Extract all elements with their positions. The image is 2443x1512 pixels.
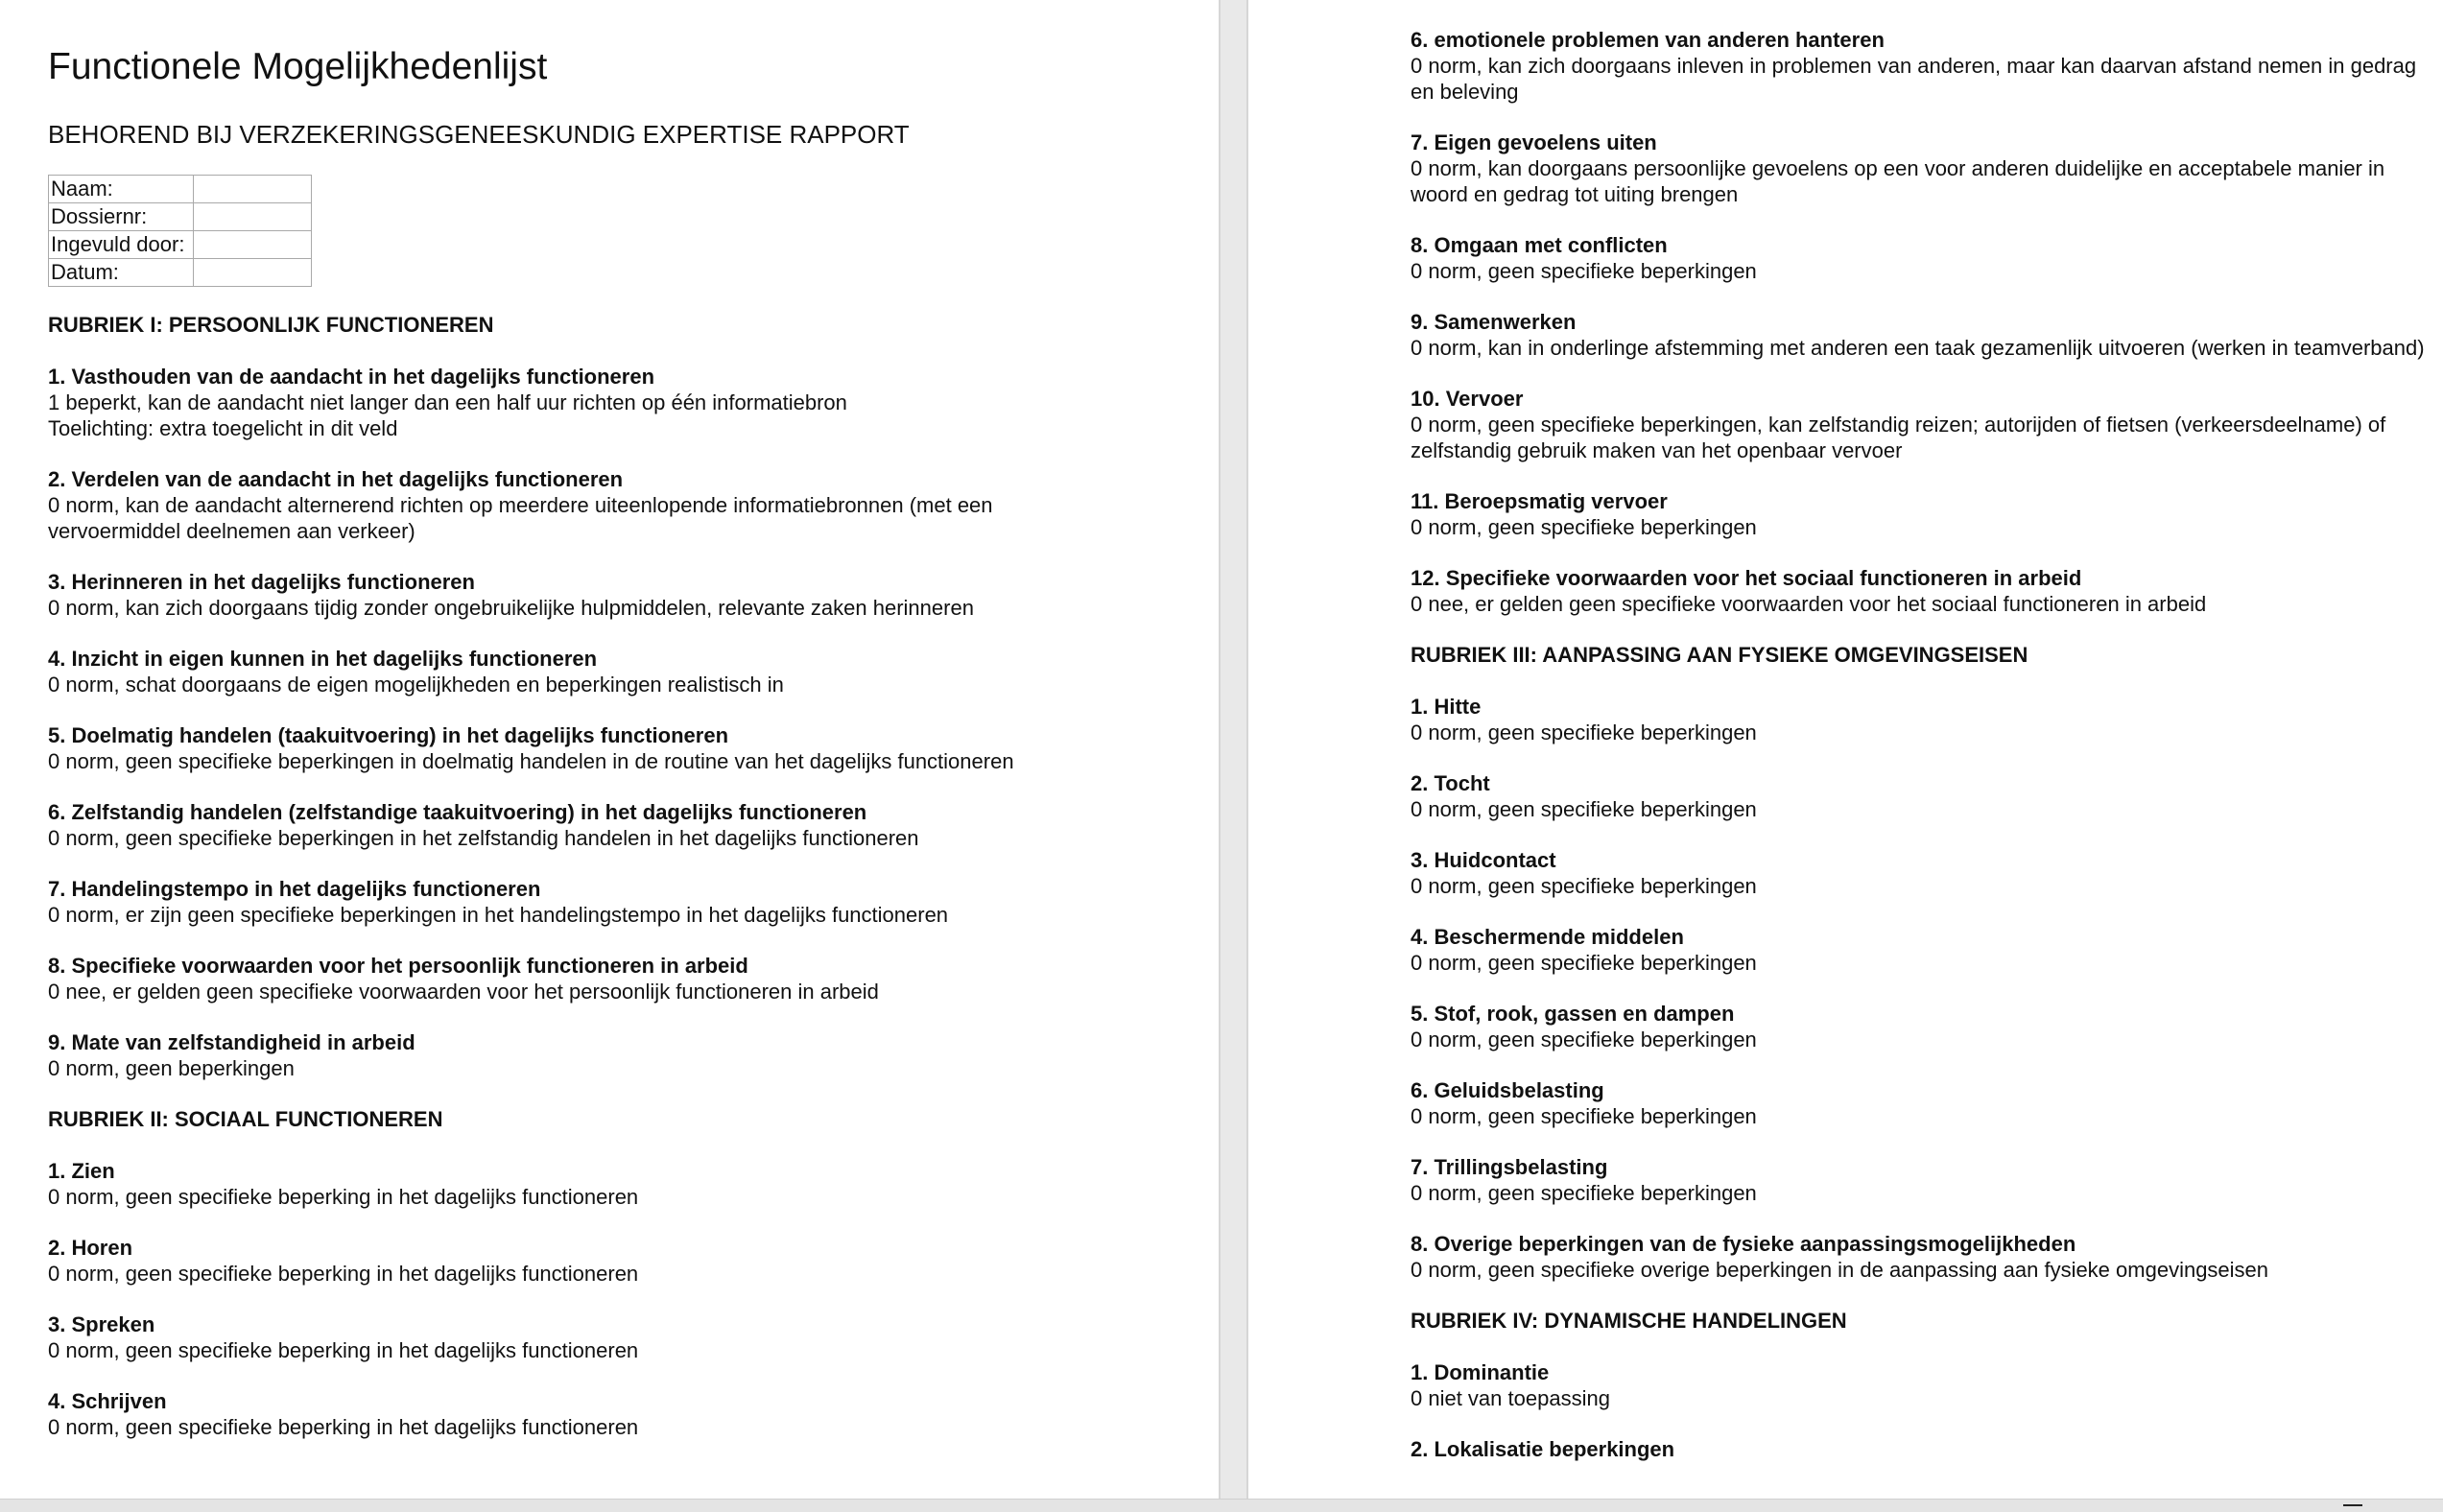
item-title: 2. Horen [48,1236,133,1260]
item-title: 6. emotionele problemen van anderen hanteren [1411,28,1885,52]
assessment-item [1411,488,2428,540]
item-title: 1. Zien [48,1159,115,1183]
item-title: 6. Zelfstandig handelen (zelfstandige taakuitvoering) in het dagelijks functioneren [48,800,867,824]
item-score-text: 0 norm, geen specifieke beperkingen, kan zelfstandig reizen; autorijden of fietsen (verkeersdeelname) of zelfstandig gebruik maken van het openbaar vervoer [1411,413,2386,462]
item-score-text: 0 norm, er zijn geen specifieke beperkingen in het handelingstempo in het dagelijks functioneren [48,903,949,927]
item-score-text: 0 norm, geen specifieke beperkingen [1411,515,1757,539]
item-title: 8. Omgaan met conflicten [1411,233,1668,257]
item-score-text: 0 norm, geen beperkingen [48,1056,295,1080]
item-score-text: 0 norm, kan de aandacht alternerend richten op meerdere uiteenlopende informatiebronnen (met een vervoermiddel deelnemen aan verkeer) [48,493,993,543]
assessment-item [48,646,1113,697]
meta-row-naam [49,176,312,203]
rubric-heading: RUBRIEK III: AANPASSING AAN FYSIEKE OMGEVINGSEISEN [1411,643,2028,667]
meta-label: Naam: [49,176,194,203]
assessment-item [48,799,1113,851]
document-page-right [1248,0,2443,1499]
page-separator [1219,0,1221,1511]
assessment-item [1411,770,2428,822]
item-score-text: 0 nee, er gelden geen specifieke voorwaarden voor het sociaal functioneren in arbeid [1411,592,2207,616]
meta-table [48,175,312,287]
item-title: 9. Mate van zelfstandigheid in arbeid [48,1030,415,1054]
item-title: 7. Eigen gevoelens uiten [1411,130,1657,154]
item-score-text: 0 norm, kan zich doorgaans tijdig zonder ongebruikelijke hulpmiddelen, relevante zaken herinneren [48,596,974,620]
item-note: Toelichting: extra toegelicht in dit veld [48,416,398,440]
item-title: 3. Herinneren in het dagelijks functioneren [48,570,475,594]
item-title: 6. Geluidsbelasting [1411,1078,1604,1102]
assessment-item [1411,1359,2428,1411]
item-title: 5. Doelmatig handelen (taakuitvoering) in het dagelijks functioneren [48,723,729,747]
assessment-item [1411,694,2428,745]
item-title: 3. Huidcontact [1411,848,1556,872]
meta-row-ingevuld-door [49,231,312,259]
item-score-text: 0 norm, geen specifieke beperkingen [1411,721,1757,744]
meta-label: Ingevuld door: [49,231,194,259]
meta-value-field[interactable] [194,231,312,259]
item-title: 7. Trillingsbelasting [1411,1155,1608,1179]
item-score-text: 0 norm, geen specifieke beperkingen in doelmatig handelen in de routine van het dagelijks functioneren [48,749,1014,773]
item-title: 4. Schrijven [48,1389,167,1413]
item-score-text: 0 norm, geen specifieke beperkingen [1411,951,1757,975]
assessment-item [1411,847,2428,899]
rubric-heading: RUBRIEK II: SOCIAAL FUNCTIONEREN [48,1107,443,1131]
item-score-text: 1 beperkt, kan de aandacht niet langer dan een half uur richten op één informatiebron [48,390,847,414]
assessment-item [48,364,1113,441]
item-title: 1. Dominantie [1411,1360,1550,1384]
assessment-item [48,1311,1113,1363]
assessment-item [48,1235,1113,1287]
assessment-item [1411,565,2428,617]
assessment-item [1411,1231,2428,1283]
item-score-text: 0 norm, geen specifieke beperkingen [1411,1028,1757,1051]
item-title: 4. Beschermende middelen [1411,925,1684,949]
item-score-text: 0 norm, schat doorgaans de eigen mogelijkheden en beperkingen realistisch in [48,673,784,697]
item-title: 1. Vasthouden van de aandacht in het dagelijks functioneren [48,365,655,389]
meta-value-field[interactable] [194,203,312,231]
assessment-item [1411,1436,2428,1462]
item-title: 1. Hitte [1411,695,1482,719]
meta-value-field[interactable] [194,176,312,203]
item-title: 7. Handelingstempo in het dagelijks functioneren [48,877,541,901]
item-score-text: 0 norm, geen specifieke beperking in het dagelijks functioneren [48,1338,639,1362]
assessment-item [1411,309,2428,361]
rubric-heading: RUBRIEK IV: DYNAMISCHE HANDELINGEN [1411,1309,1847,1333]
rubric-heading: RUBRIEK I: PERSOONLIJK FUNCTIONEREN [48,313,494,337]
item-title: 2. Tocht [1411,771,1490,795]
assessment-item [1411,1077,2428,1129]
assessment-item [1411,1001,2428,1052]
meta-label: Datum: [49,259,194,287]
assessment-item [1411,130,2428,207]
meta-row-datum [49,259,312,287]
item-title: 11. Beroepsmatig vervoer [1411,489,1668,513]
document-subtitle: BEHOREND BIJ VERZEKERINGSGENEESKUNDIG EXPERTISE RAPPORT [48,120,910,149]
item-title: 2. Verdelen van de aandacht in het dagelijks functioneren [48,467,624,491]
item-score-text: 0 norm, kan in onderlinge afstemming met anderen een taak gezamenlijk uitvoeren (werken in teamverband) [1411,336,2425,360]
meta-value-field[interactable] [194,259,312,287]
item-score-text: 0 norm, kan doorgaans persoonlijke gevoelens op een voor anderen duidelijke en acceptabele manier in woord en gedrag tot uiting brengen [1411,156,2385,206]
item-score-text: 0 norm, kan zich doorgaans inleven in problemen van anderen, maar kan daarvan afstand nemen in gedrag en beleving [1411,54,2417,104]
item-title: 4. Inzicht in eigen kunnen in het dagelijks functioneren [48,647,598,671]
item-score-text: 0 norm, geen specifieke beperkingen [1411,874,1757,898]
item-title: 5. Stof, rook, gassen en dampen [1411,1002,1735,1026]
assessment-item [48,1158,1113,1210]
assessment-item [48,1029,1113,1081]
item-title: 8. Overige beperkingen van de fysieke aanpassingsmogelijkheden [1411,1232,2076,1256]
assessment-item [1411,924,2428,976]
item-title: 9. Samenwerken [1411,310,1577,334]
assessment-item [48,466,1113,544]
document-title: Functionele Mogelijkhedenlijst [48,46,548,87]
item-title: 10. Vervoer [1411,387,1524,411]
scroll-indicator[interactable] [2343,1504,2362,1506]
assessment-item [48,569,1113,621]
assessment-item [48,953,1113,1004]
status-bar [0,1499,2443,1512]
item-score-text: 0 nee, er gelden geen specifieke voorwaarden voor het persoonlijk functioneren in arbeid [48,980,879,1004]
item-title: 3. Spreken [48,1312,155,1336]
item-score-text: 0 norm, geen specifieke beperking in het dagelijks functioneren [48,1185,639,1209]
assessment-item [1411,1154,2428,1206]
item-score-text: 0 niet van toepassing [1411,1386,1610,1410]
item-title: 8. Specifieke voorwaarden voor het persoonlijk functioneren in arbeid [48,954,748,978]
item-title: 2. Lokalisatie beperkingen [1411,1437,1675,1461]
item-score-text: 0 norm, geen specifieke beperkingen [1411,1181,1757,1205]
item-score-text: 0 norm, geen specifieke beperking in het dagelijks functioneren [48,1262,639,1286]
assessment-item [1411,27,2428,105]
item-score-text: 0 norm, geen specifieke overige beperkingen in de aanpassing aan fysieke omgevingseisen [1411,1258,2269,1282]
item-score-text: 0 norm, geen specifieke beperkingen [1411,797,1757,821]
item-score-text: 0 norm, geen specifieke beperkingen [1411,259,1757,283]
item-score-text: 0 norm, geen specifieke beperkingen [1411,1104,1757,1128]
meta-label: Dossiernr: [49,203,194,231]
assessment-item [48,876,1113,928]
meta-row-dossiernr [49,203,312,231]
assessment-item [1411,232,2428,284]
assessment-item [48,1388,1113,1440]
assessment-item [48,722,1113,774]
document-page-left [0,0,1219,1499]
item-title: 12. Specifieke voorwaarden voor het sociaal functioneren in arbeid [1411,566,2082,590]
item-score-text: 0 norm, geen specifieke beperkingen in het zelfstandig handelen in het dagelijks functioneren [48,826,919,850]
item-score-text: 0 norm, geen specifieke beperking in het dagelijks functioneren [48,1415,639,1439]
assessment-item [1411,386,2428,463]
